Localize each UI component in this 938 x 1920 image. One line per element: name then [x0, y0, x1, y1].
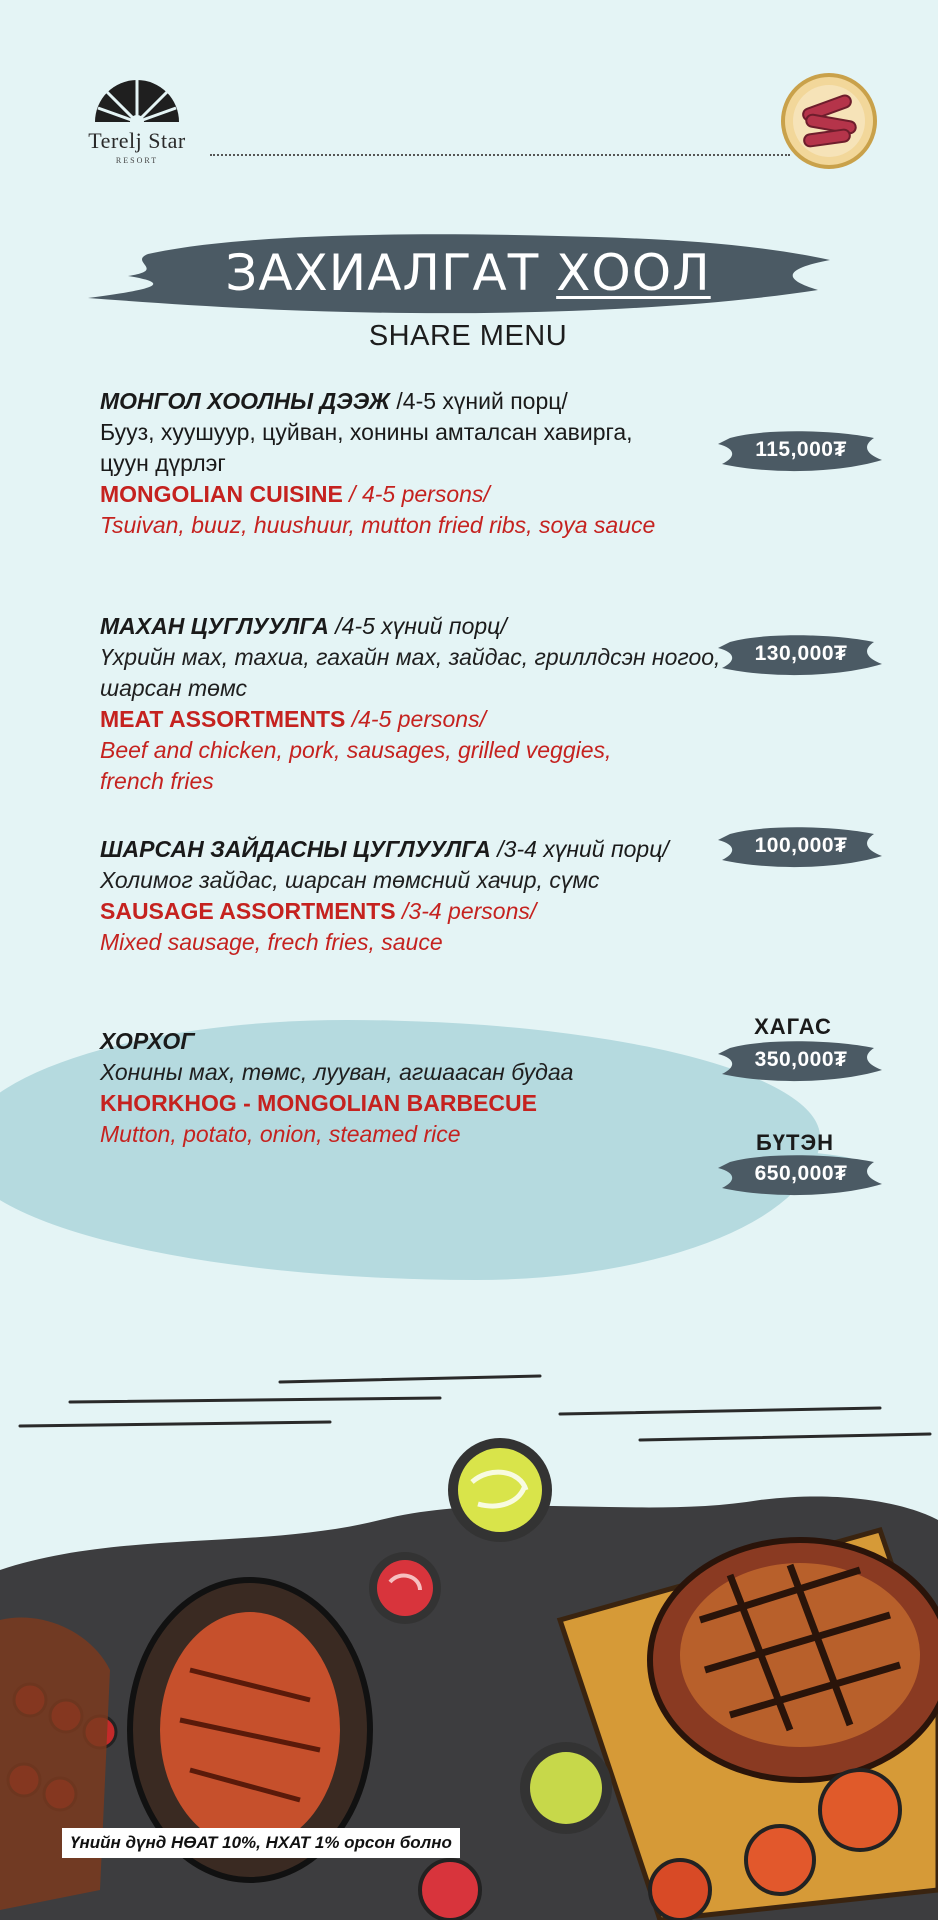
resort-logo	[62, 78, 212, 168]
price-label-half: ХАГАС	[754, 1014, 832, 1039]
item-mn-desc: шарсан төмс	[100, 675, 247, 701]
item-en-desc: Tsuivan, buuz, huushuur, mutton fried ribs, soya sauce	[100, 512, 656, 538]
item-mn-desc: Холимог зайдас, шарсан төмсний хачир, сүмс	[100, 867, 600, 893]
brand-name: Terelj Star	[88, 128, 186, 153]
tax-note: Үнийн дүнд НӨАТ 10%, НХАТ 1% орсон болно	[62, 1828, 460, 1858]
item-en-title: SAUSAGE ASSORTMENTS /3-4 persons/	[100, 898, 537, 924]
item-en-title: MEAT ASSORTMENTS /4-5 persons/	[100, 706, 486, 732]
item-en-desc: Mixed sausage, frech fries, sauce	[100, 929, 443, 955]
sun-umbrella-icon	[62, 78, 212, 128]
item-mn-title: МАХАН ЦУГЛУУЛГА /4-5 хүний порц/	[100, 613, 507, 639]
page-subtitle: SHARE MENU	[368, 320, 568, 352]
price-badge: 115,000₮	[716, 420, 886, 480]
item-mn-title: МОНГОЛ ХООЛНЫ ДЭЭЖ /4-5 хүний порц/	[100, 388, 568, 414]
item-mn-title: ШАРСАН ЗАЙДАСНЫ ЦУГЛУУЛГА /3-4 хүний порц/	[100, 836, 669, 862]
price-label-whole: БҮТЭН	[755, 1130, 835, 1155]
item-mn-desc: Бууз, хуушуур, цуйван, хонины амталсан хавирга,	[100, 419, 633, 445]
item-mn-desc: цуун дүрлэг	[100, 450, 226, 476]
price-badge: 350,000₮	[716, 1030, 886, 1090]
item-en-title: KHORKHOG - MONGOLIAN BARBECUE	[100, 1090, 537, 1116]
menu-item-sausage-assortments	[100, 834, 720, 958]
sausage-plate-icon	[780, 72, 878, 170]
price-badge: 100,000₮	[716, 816, 886, 876]
price-badge: 650,000₮	[716, 1144, 886, 1204]
menu-item-khorkhog	[100, 1026, 720, 1150]
item-mn-desc: Үхрийн мах, тахиа, гахайн мах, зайдас, гриллдсэн ногоо,	[100, 644, 721, 670]
item-en-desc: Mutton, potato, onion, steamed rice	[100, 1121, 461, 1147]
brand-subtitle: RESORT	[115, 156, 159, 165]
item-en-desc: french fries	[100, 768, 214, 794]
price-badge: 130,000₮	[716, 624, 886, 684]
item-mn-desc: Хонины мах, төмс, лууван, агшаасан будаа	[100, 1059, 574, 1085]
menu-item-meat-assortments	[100, 611, 720, 797]
item-mn-title: ХОРХОГ	[100, 1028, 195, 1054]
menu-item-mongolian-cuisine	[100, 386, 720, 541]
header-divider	[210, 154, 790, 156]
item-en-title: MONGOLIAN CUISINE / 4-5 persons/	[100, 481, 490, 507]
page-title: ЗАХИАЛГАТ ХООЛ	[225, 244, 711, 302]
item-en-desc: Beef and chicken, pork, sausages, grilled veggies,	[100, 737, 612, 763]
